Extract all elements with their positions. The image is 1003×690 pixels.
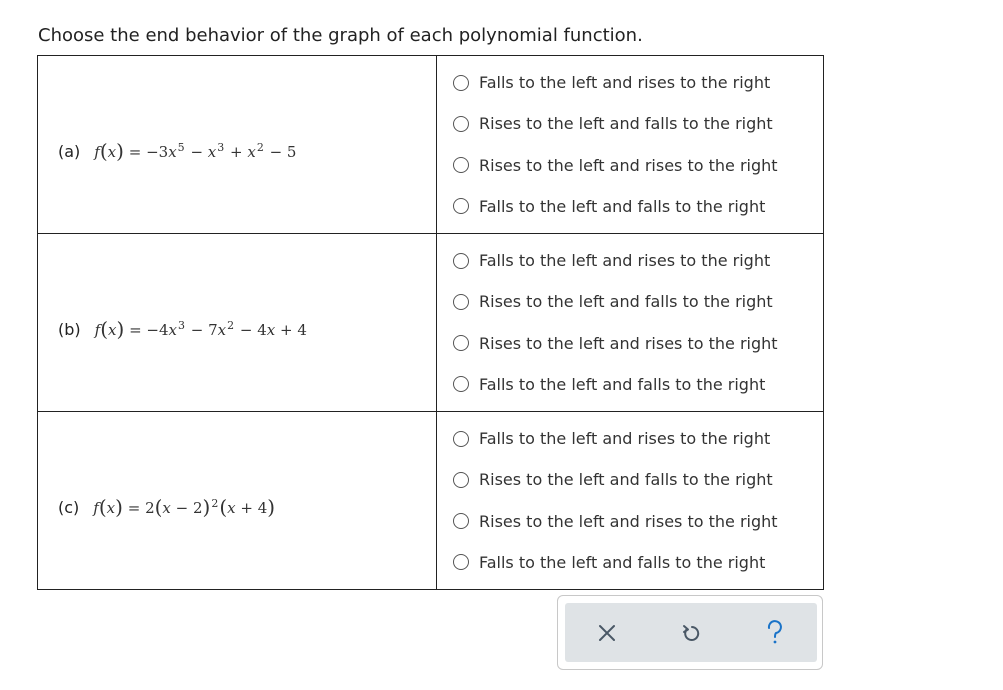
option-a-2[interactable]: Rises to the left and falls to the right (437, 103, 823, 144)
radio-button[interactable] (453, 157, 469, 173)
radio-button[interactable] (453, 554, 469, 570)
options-cell-a (437, 56, 824, 234)
radio-button[interactable] (453, 198, 469, 214)
option-a-3[interactable]: Rises to the left and rises to the right (437, 145, 823, 186)
radio-button[interactable] (453, 116, 469, 132)
function-cell-a (38, 56, 437, 234)
option-b-2[interactable]: Rises to the left and falls to the right (437, 281, 823, 322)
radio-button[interactable] (453, 431, 469, 447)
instruction-text: Choose the end behavior of the graph of each polynomial function. (38, 25, 643, 46)
undo-button[interactable] (671, 613, 711, 653)
answer-toolbar (557, 595, 823, 670)
x-icon (598, 624, 616, 642)
radio-button[interactable] (453, 472, 469, 488)
option-c-1[interactable]: Falls to the left and rises to the right (437, 418, 823, 459)
question-table (37, 55, 824, 590)
radio-button[interactable] (453, 513, 469, 529)
radio-button[interactable] (453, 75, 469, 91)
question-label: (c) (58, 498, 80, 517)
undo-icon (681, 623, 701, 643)
option-c-2[interactable]: Rises to the left and falls to the right (437, 459, 823, 500)
option-b-4[interactable]: Falls to the left and falls to the right (437, 364, 823, 405)
options-cell-b (437, 234, 824, 412)
radio-button[interactable] (453, 294, 469, 310)
question-label: (a) (58, 142, 81, 161)
option-c-3[interactable]: Rises to the left and rises to the right (437, 501, 823, 542)
help-button[interactable] (755, 613, 795, 653)
clear-button[interactable] (587, 613, 627, 653)
options-cell-c (437, 412, 824, 590)
option-a-1[interactable]: Falls to the left and rises to the right (437, 62, 823, 103)
question-label: (b) (58, 320, 81, 339)
radio-button[interactable] (453, 253, 469, 269)
question-row-b (38, 234, 824, 412)
option-c-4[interactable]: Falls to the left and falls to the right (437, 542, 823, 583)
help-icon (765, 620, 785, 646)
option-b-1[interactable]: Falls to the left and rises to the right (437, 240, 823, 281)
question-row-c (38, 412, 824, 590)
radio-button[interactable] (453, 376, 469, 392)
function-cell-c (38, 412, 437, 590)
radio-button[interactable] (453, 335, 469, 351)
function-a: (a) $f(x) = -3x^5 - x^3 + x^2 - 5$ (58, 139, 297, 163)
function-cell-b (38, 234, 437, 412)
question-row-a (38, 56, 824, 234)
function-b: (b) $f(x) = -4x^3 - 7x^2 - 4x + 4$ (58, 317, 307, 341)
function-c: (c) $f(x) = 2(x - 2)^2(x + 4)$ (58, 495, 276, 519)
option-b-3[interactable]: Rises to the left and rises to the right (437, 323, 823, 364)
option-a-4[interactable]: Falls to the left and falls to the right (437, 186, 823, 227)
toolbar-buttons (565, 603, 817, 662)
